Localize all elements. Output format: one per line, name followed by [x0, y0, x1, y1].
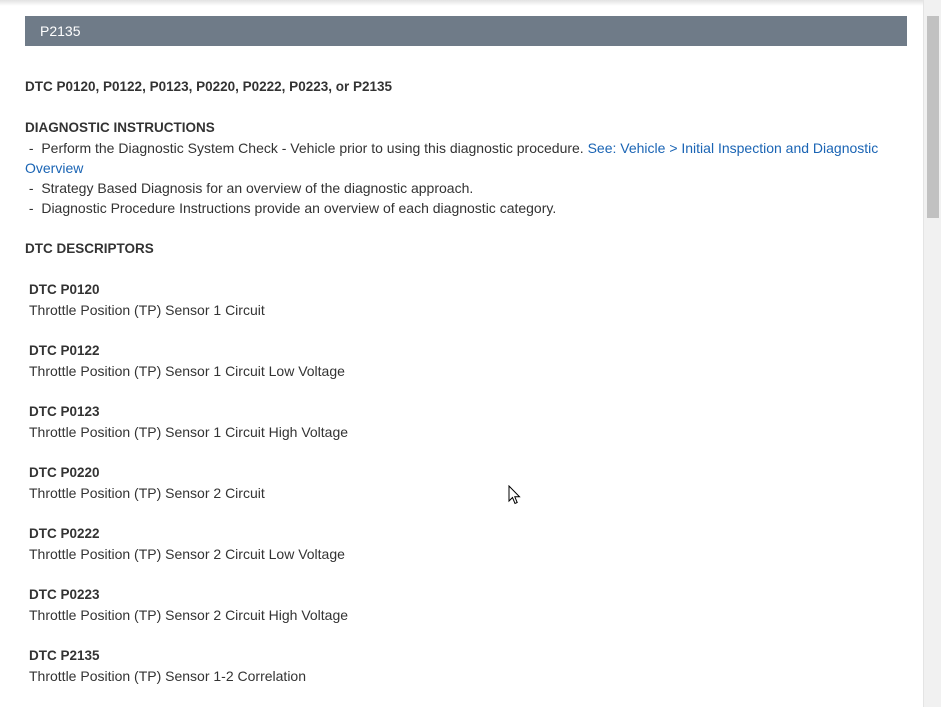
- descriptor-item: [29, 340, 345, 382]
- descriptor-text: Throttle Position (TP) Sensor 1 Circuit High Voltage: [29, 424, 349, 440]
- descriptor-item: [29, 401, 348, 443]
- instructions-list: [25, 138, 895, 218]
- mouse-cursor-icon: [508, 485, 522, 505]
- instruction-item: [25, 138, 895, 178]
- descriptor-text: Throttle Position (TP) Sensor 1 Circuit: [29, 302, 265, 318]
- descriptor-text: Throttle Position (TP) Sensor 2 Circuit: [29, 485, 265, 501]
- descriptor-code: DTC P0122: [29, 343, 100, 358]
- descriptor-text: Throttle Position (TP) Sensor 1 Circuit Low Voltage: [29, 363, 345, 379]
- descriptor-text: Throttle Position (TP) Sensor 2 Circuit High Voltage: [29, 607, 349, 623]
- descriptors-heading: DTC DESCRIPTORS: [25, 241, 154, 256]
- instructions-heading: DIAGNOSTIC INSTRUCTIONS: [25, 120, 215, 135]
- descriptor-code: DTC P0120: [29, 282, 100, 297]
- instruction-item: - Diagnostic Procedure Instructions provide an overview of each diagnostic category.: [25, 200, 557, 216]
- dtc-list-heading: DTC P0120, P0122, P0123, P0220, P0222, P0223, or P2135: [25, 79, 393, 94]
- descriptor-item: [29, 584, 348, 626]
- instruction-item: - Strategy Based Diagnosis for an overview of the diagnostic approach.: [25, 180, 474, 196]
- descriptor-code: DTC P0222: [29, 526, 100, 541]
- descriptor-item: [29, 279, 265, 321]
- scrollbar-thumb[interactable]: [927, 16, 939, 218]
- section-header: [25, 16, 907, 46]
- descriptor-item: [29, 462, 265, 504]
- descriptor-item: [29, 645, 306, 687]
- descriptor-code: DTC P0220: [29, 465, 100, 480]
- instruction-item-text: - Perform the Diagnostic System Check - Vehicle prior to using this diagnostic procedure.: [25, 140, 588, 156]
- section-header-title: P2135: [40, 23, 81, 39]
- vertical-scrollbar[interactable]: [923, 0, 941, 707]
- descriptor-text: Throttle Position (TP) Sensor 1-2 Correlation: [29, 668, 306, 684]
- descriptor-code: DTC P0123: [29, 404, 100, 419]
- initial-inspection-link[interactable]: See: Vehicle > Initial Inspection and Diagnostic Overview: [25, 140, 879, 176]
- descriptor-code: DTC P2135: [29, 648, 100, 663]
- descriptor-item: [29, 523, 345, 565]
- descriptor-code: DTC P0223: [29, 587, 100, 602]
- descriptor-text: Throttle Position (TP) Sensor 2 Circuit Low Voltage: [29, 546, 345, 562]
